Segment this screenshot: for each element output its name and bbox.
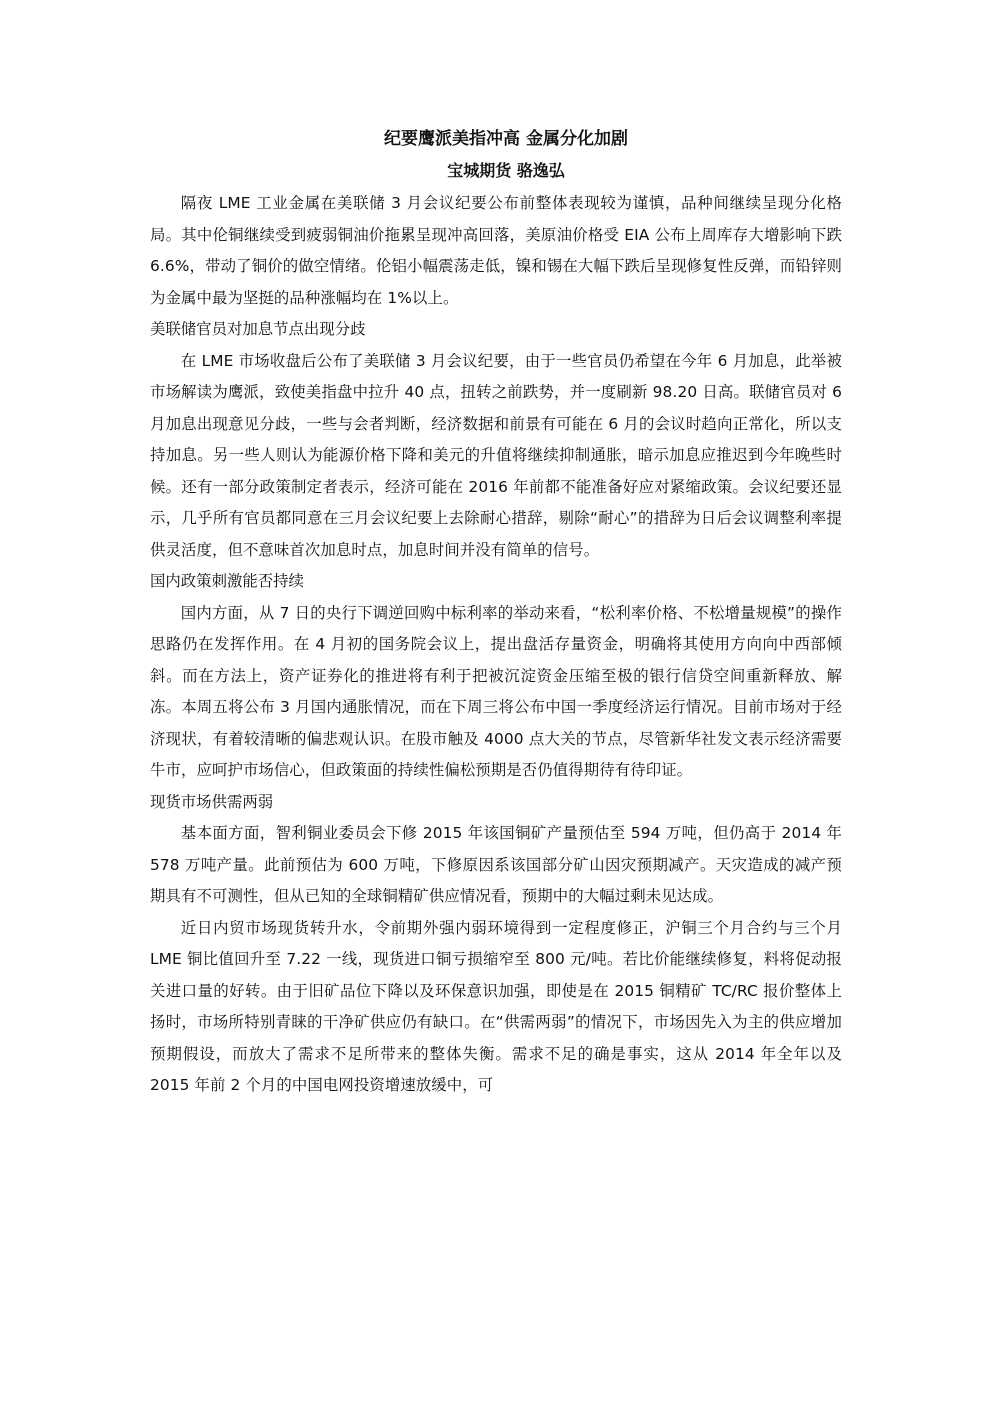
section-paragraph-fundamentals: 基本面方面，智利铜业委员会下修 2015 年该国铜矿产量预估至 594 万吨，但仍高于 2014 年 578 万吨产量。此前预估为 600 万吨，下修原因系该国部分矿山因灾预期减产。天灾造成的减产预期具有不可测性，但从已知的全球铜精矿供应情况看，预期中的大幅过剩未见达成。 <box>150 824 842 905</box>
section-paragraph-spot-premium: 近日内贸市场现货转升水，令前期外强内弱环境得到一定程度修正，沪铜三个月合约与三个月 LME 铜比值回升至 7.22 一线，现货进口铜亏损缩窄至 800 元/吨。若比价能继续修复，料将促动报关进口量的好转。由于旧矿品位下降以及环保意识加强，即使是在 2015 铜精矿 TC/RC 报价整体上扬时，市场所特别青睐的干净矿供应仍有缺口。在“供需两弱”的情况下，市场因先入为主的供应增加预期假设，而放大了需求不足所带来的整体失衡。需求不足的确是事实，这从 2014 年全年以及 2015 年前 2 个月的中国电网投资增速放缓中，可 <box>150 918 842 1094</box>
section-heading-spot-market: 现货市场供需两弱 <box>150 792 274 811</box>
section-heading-fed: 美联储官员对加息节点出现分歧 <box>150 320 366 338</box>
intro-paragraph: 隔夜 LME 工业金属在美联储 3 月会议纪要公布前整体表现较为谨慎，品种间继续呈现分化格局。其中伦铜继续受到疲弱铜油价拖累呈现冲高回落，美原油价格受 EIA 公布上周库存大增影响下跌 6.6%，带动了铜价的做空情绪。伦铝小幅震荡走低，镍和锡在大幅下跌后呈现修复性反弹，而铅锌则为金属中最为坚挺的品种涨幅均在 1%以上。 <box>150 194 842 307</box>
article-author: 宝城期货 骆逸弘 <box>447 161 565 180</box>
document-page <box>150 122 842 1102</box>
section-paragraph-domestic-policy: 国内方面，从 7 日的央行下调逆回购中标利率的举动来看，“松利率价格、不松增量规模”的操作思路仍在发挥作用。在 4 月初的国务院会议上，提出盘活存量资金，明确将其使用方向向中西部倾斜。而在方法上，资产证券化的推进将有利于把被沉淀资金压缩至极的银行信贷空间重新释放、解冻。本周五将公布 3 月国内通胀情况，而在下周三将公布中国一季度经济运行情况。目前市场对于经济现状，有着较清晰的偏悲观认识。在股市触及 4000 点大关的节点，尽管新华社发文表示经济需要牛市，应呵护市场信心，但政策面的持续性偏松预期是否仍值得期待有待印证。 <box>150 603 842 779</box>
section-heading-domestic-policy: 国内政策刺激能否持续 <box>150 572 304 590</box>
section-paragraph-fed: 在 LME 市场收盘后公布了美联储 3 月会议纪要，由于一些官员仍希望在今年 6 月加息，此举被市场解读为鹰派，致使美指盘中拉升 40 点，扭转之前跌势，并一度刷新 98.20 日高。联储官员对 6 月加息出现意见分歧，一些与会者判断，经济数据和前景有可能在 6 月的会议时趋向正常化，所以支持加息。另一些人则认为能源价格下降和美元的升值将继续抑制通胀，暗示加息应推迟到今年晚些时候。还有一部分政策制定者表示，经济可能在 2016 年前都不能准备好应对紧缩政策。会议纪要还显示，几乎所有官员都同意在三月会议纪要上去除耐心措辞，剔除“耐心”的措辞为日后会议调整利率提供灵活度，但不意味首次加息时点，加息时间并没有简单的信号。 <box>150 351 842 559</box>
article-title: 纪要鹰派美指冲高 金属分化加剧 <box>384 129 628 149</box>
